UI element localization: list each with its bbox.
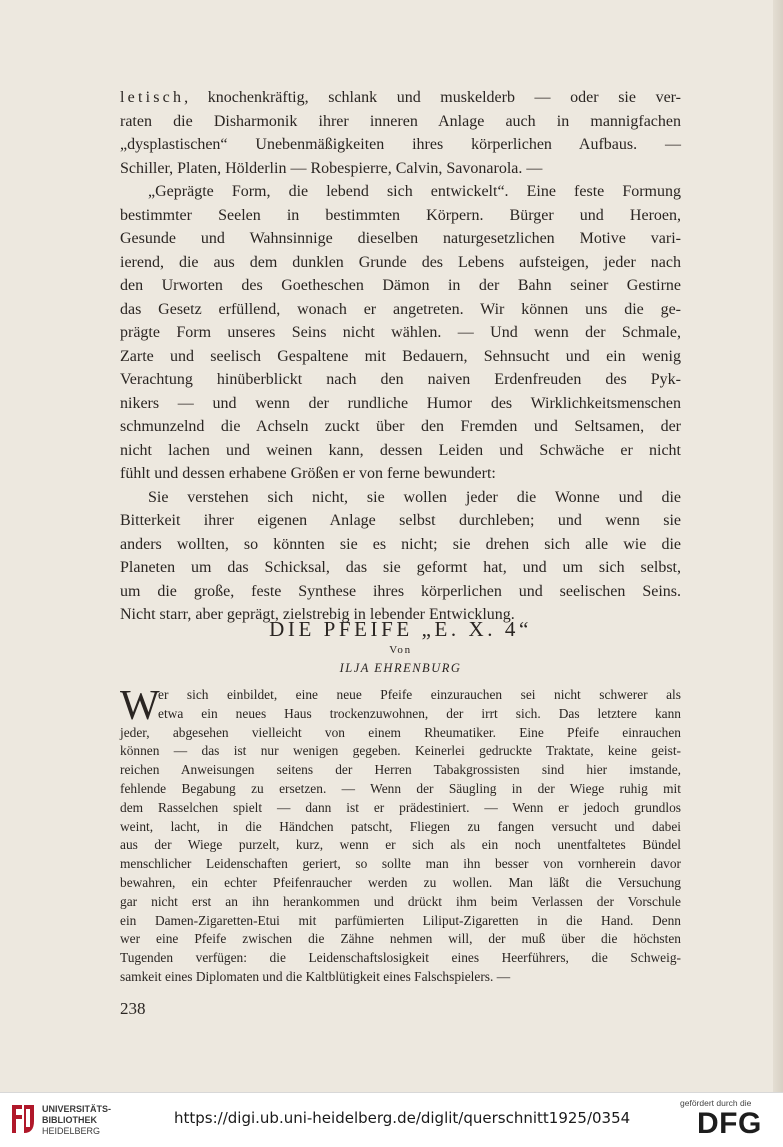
story-line: können — das ist nur wenigen gegeben. Keinerlei gedruckte Traktate, keine geist-	[120, 743, 681, 759]
essay-line: schmunzelnd die Achseln zuckt über den Fremden und Seltsamen, der	[120, 418, 681, 435]
essay-line: Gesunde und Wahnsinnige dieselben naturgesetzlichen Motive vari-	[120, 230, 681, 247]
essay-line: das Gesetz erfüllend, wonach er angetreten. Wir können uns die ge-	[120, 300, 681, 318]
essay-line: anders wollten, so könnten sie es nicht; sie drehen sich alle wie die	[120, 535, 681, 553]
story-line: bewahren, ein echter Pfeifenraucher werden zu wollen. Man läßt die Versuchung	[120, 874, 681, 890]
funder-caption: gefördert durch die	[680, 1098, 752, 1108]
dfg-logo: DFG	[697, 1107, 762, 1140]
essay-line: letisch, knochenkräftig, schlank und muskelderb — oder sie ver-	[120, 89, 681, 106]
essay-line: raten die Disharmonik ihrer inneren Anlage auch in mannigfachen	[120, 112, 681, 130]
story-text	[120, 683, 681, 987]
essay-text	[120, 86, 681, 627]
story-line: fehlende Begabung zu ersetzen. — Wenn der Säugling in der Wiege ruhig mit	[120, 780, 681, 796]
story-line: jeder, abgesehen vielleicht von einem Rheumatiker. Eine Pfeife einrauchen	[120, 724, 681, 740]
essay-line: Verachtung hinüberblickt nach den naiven Erdenfreuden des Pyk-	[120, 371, 681, 388]
essay-line: prägte Form unseres Seins nicht wählen. — Und wenn der Schmale,	[120, 324, 681, 341]
essay-line: „Geprägte Form, die lebend sich entwickelt“. Eine feste Formung	[148, 183, 681, 200]
story-line: Tugenden verfügen: die Leidenschaftslosigkeit eines Heerführers, die Schweig-	[120, 950, 681, 966]
story-line: dem Rasselchen spielt — dann ist er prädestiniert. — Wenn er jedoch grundlos	[120, 799, 681, 815]
story-line: er sich einbildet, eine neue Pfeife einzurauchen sei nicht schwerer als	[158, 687, 681, 702]
essay-line: Sie verstehen sich nicht, sie wollen jeder die Wonne und die	[148, 488, 681, 506]
page-edge	[773, 0, 783, 1092]
story-line: samkeit eines Diplomaten und die Kaltblütigkeit eines Falschspielers. —	[120, 968, 511, 984]
story-author: ILJA EHRENBURG	[339, 661, 462, 675]
essay-line: Planeten um das Schicksal, das sie geformt hat, und um sich selbst,	[120, 559, 681, 576]
essay-line: Nicht starr, aber geprägt, zielstrebig in lebender Entwicklung.	[120, 606, 515, 623]
byline-von: Von	[389, 644, 412, 656]
story-line: ein Damen-Zigaretten-Etui mit parfümierten Liliput-Zigaretten in die Hand. Denn	[120, 912, 681, 928]
story-line: etwa ein neues Haus trockenzuwohnen, der irrt sich. Das letztere kann	[158, 705, 681, 721]
essay-line: Schiller, Platen, Hölderlin — Robespierre, Calvin, Savonarola. —	[120, 159, 543, 177]
institution-name: UNIVERSITÄTS- BIBLIOTHEK HEIDELBERG	[42, 1104, 112, 1136]
essay-line: fühlt und dessen erhabene Größen er von ferne bewundert:	[120, 465, 496, 482]
essay-line: Bitterkeit ihrer eigenen Anlage selbst durchleben; und wenn sie	[120, 512, 681, 529]
footer-bar	[0, 1092, 783, 1147]
essay-line: ierend, die aus dem dunklen Grunde des Lebens aufsteigen, jeder nach	[120, 253, 681, 271]
story-line: wer eine Pfeife zwischen die Zähne nehmen will, der muß über die höchsten	[120, 931, 681, 947]
story-line: weint, lacht, in die Händchen patscht, Fliegen zu fangen versucht und dabei	[120, 818, 681, 834]
essay-line: den Urworten des Goetheschen Dämon in der Bahn seiner Gestirne	[120, 277, 681, 294]
drop-cap: W	[120, 683, 160, 729]
page-number: 238	[120, 999, 146, 1018]
story-line: gar nicht erst an ihn herankommen und drückt ihm beim Verlassen der Vorschule	[120, 893, 681, 909]
university-library-logo-icon	[8, 1101, 38, 1137]
story-line: reichen Anweisungen seitens der Herren Tabakgrossisten sind hier imstande,	[120, 762, 681, 778]
spaced-word: letisch	[120, 89, 185, 106]
essay-line: um die große, feste Synthese ihres körperlichen und seelischen Seins.	[120, 582, 681, 600]
story-line: aus der Wiege purzelt, kurz, wenn er sich als ein noch unentfaltetes Bündel	[120, 837, 681, 853]
essay-line: nicht lachen und weinen kann, dessen Leiden und Schwäche er nicht	[120, 441, 681, 459]
essay-line: nikers — und wenn der rundliche Humor des Wirklichkeitsmenschen	[120, 394, 681, 412]
essay-line: Zarte und seelisch Gespaltene mit Bedauern, Sehnsucht und ein wenig	[120, 347, 681, 365]
essay-line: „dysplastischen“ Unebenmäßigkeiten ihres körperlichen Aufbaus. —	[120, 136, 681, 153]
story-title: DIE PFEIFE „E. X. 4“	[269, 617, 532, 641]
story-line: menschlicher Leidenschaften geriert, so sollte man ihn besser von vornherein davor	[120, 856, 681, 872]
permalink-url[interactable]: https://digi.ub.uni-heidelberg.de/diglit/querschnitt1925/0354	[174, 1109, 631, 1127]
essay-line: bestimmter Seelen in bestimmten Körpern. Bürger und Heroen,	[120, 206, 681, 224]
